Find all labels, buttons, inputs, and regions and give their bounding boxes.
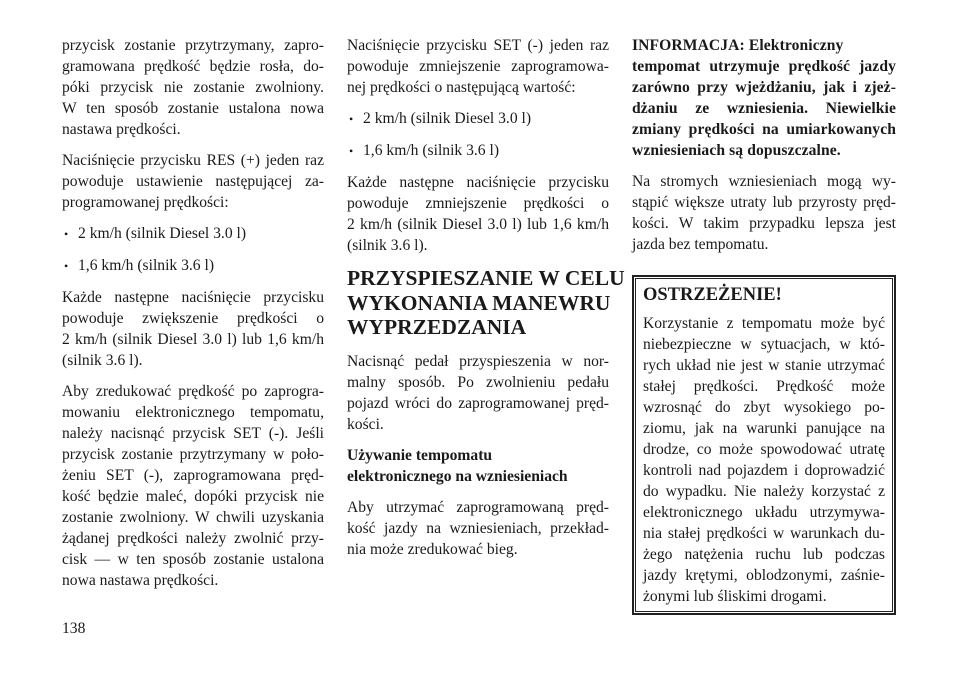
text-line: zostanie zwolniony. W chwili uzyskania (62, 509, 324, 526)
paragraph (62, 150, 324, 213)
paragraph (62, 381, 324, 591)
text-line: należy nacisnąć przycisk SET (-). Jeśli (62, 425, 324, 442)
text-line: Każde następne naciśnięcie przycisku (62, 289, 324, 306)
text-line: nastawa prędkości. (62, 121, 181, 138)
paragraph (62, 287, 324, 371)
text-line: Naciśnięcie przycisku RES (+) jeden raz (62, 152, 324, 169)
paragraph (632, 171, 896, 255)
warning-box (632, 275, 896, 615)
paragraph (347, 351, 609, 435)
text-line: żego natężenia ruchu lub podczas (643, 546, 885, 563)
text-line: mowaniu elektronicznego tempomatu, (62, 404, 324, 421)
text-line: zarówno przy wjeżdżaniu, jak i zjeż- (632, 79, 896, 96)
text-line: żądanej prędkości należy zwolnić przy- (62, 530, 324, 547)
warning-title: OSTRZEŻENIE! (643, 285, 782, 305)
bullet-text: 1,6 km/h (silnik 3.6 l) (363, 142, 500, 159)
text-line: malny sposób. Po zwolnieniu pedału (347, 373, 609, 391)
text-line: ziomu, jak na warunki panujące na (643, 420, 885, 437)
text-line: kość będzie maleć, dopóki przycisk nie (62, 488, 324, 505)
text-line: Aby zredukować prędkość po zaprogra- (62, 383, 324, 400)
bullet-icon: • (349, 144, 354, 158)
text-line: (silnik 3.6 l). (62, 352, 143, 369)
text-line: niebezpieczne w sytuacjach, w któ- (643, 336, 885, 353)
column-2 (347, 35, 625, 570)
text-line: przycisk zostanie przytrzymany w poło- (62, 446, 324, 463)
bullet-icon: • (64, 227, 69, 241)
text-line: kości. (347, 415, 384, 433)
column-1 (62, 35, 324, 601)
text-line: powoduje zmniejszenie prędkości o (347, 195, 609, 212)
paragraph (347, 172, 609, 256)
text-line: kość jazdy na wzniesieniach, przekład- (347, 519, 609, 537)
text-line: WYPRZEDZANIA (347, 315, 527, 339)
text-line: póki przycisk nie zostanie zwolniony. (62, 79, 324, 96)
text-line: powoduje zmniejszenie zaprogramowa- (347, 58, 609, 75)
text-line: INFORMACJA: Elektroniczny (632, 37, 844, 54)
text-line: Na stromych wzniesieniach mogą wy- (632, 173, 896, 190)
text-line: tempomat utrzymuje prędkość jazdy (632, 58, 896, 75)
bullet-item (62, 255, 324, 277)
text-line: Każde następne naciśnięcie przycisku (347, 174, 609, 191)
text-line: nia stałej prędkości w warunkach du- (643, 525, 885, 542)
text-line: jazda bez tempomatu. (632, 236, 769, 253)
text-line: WYKONANIA MANEWRU (347, 290, 611, 315)
text-line: cisk — w ten sposób zostanie ustalona (62, 551, 324, 568)
text-line: 2 km/h (silnik Diesel 3.0 l) lub 1,6 km/h (347, 216, 609, 233)
text-line: Nacisnąć pedał przyspieszenia w nor- (347, 352, 609, 370)
text-line: nej prędkości o następującą wartość: (347, 79, 576, 96)
bullet-icon: • (349, 112, 354, 126)
text-line: wzrosnąć do zbyt wysokiego po- (643, 399, 885, 416)
text-line: stąpić większe utraty lub przyrosty pręd- (632, 194, 896, 211)
subsection-heading (347, 445, 609, 487)
text-line: wzniesieniach są dopuszczalne. (632, 142, 841, 159)
text-line: powoduje zwiększenie prędkości o (62, 310, 324, 327)
text-line: Aby utrzymać zaprogramowaną pręd- (347, 498, 609, 516)
text-line: elektronicznego układu utrzymywa- (643, 504, 885, 521)
text-line: elektronicznego na wzniesieniach (347, 467, 568, 485)
text-line: nia może zredukować bieg. (347, 540, 518, 558)
section-heading (347, 266, 625, 340)
text-line: gramowana prędkość będzie rosła, do- (62, 58, 324, 75)
text-line: przycisk zostanie przytrzymany, zapro- (62, 37, 324, 54)
text-line: (silnik 3.6 l). (347, 237, 428, 254)
bullet-text: 2 km/h (silnik Diesel 3.0 l) (363, 110, 532, 127)
text-line: programowanej prędkości: (62, 194, 229, 211)
bullet-item (347, 108, 609, 130)
text-line: drodze, co może spowodować utratę (643, 441, 885, 458)
text-line: żeniu SET (-), zaprogramowana pręd- (62, 467, 324, 484)
text-line: stałej prędkości. Prędkość może (643, 378, 885, 395)
text-line: rych układ nie jest w stanie utrzymać (643, 357, 885, 374)
bullet-text: 1,6 km/h (silnik 3.6 l) (78, 257, 215, 274)
text-line: powoduje ustawienie następującej za- (62, 173, 324, 190)
page-number: 138 (62, 620, 86, 637)
paragraph (347, 35, 609, 98)
text-line: jazdy krętymi, oblodzonymi, zaśnie- (643, 567, 885, 584)
text-line: Naciśnięcie przycisku SET (-) jeden raz (347, 37, 609, 54)
bullet-item (62, 223, 324, 245)
text-line: Używanie tempomatu (347, 446, 493, 464)
text-line: Korzystanie z tempomatu może być (643, 315, 885, 332)
text-line: 2 km/h (silnik Diesel 3.0 l) lub 1,6 km/h (62, 331, 324, 348)
paragraph (62, 35, 324, 140)
text-line: kości. W takim przypadku lepsza jest (632, 215, 896, 232)
text-line: dżaniu ze wzniesienia. Niewielkie (632, 100, 896, 117)
column-3 (632, 35, 896, 615)
bullet-icon: • (64, 259, 69, 273)
text-line: zmiany prędkości na umiarkowanych (632, 121, 896, 138)
text-line: PRZYSPIESZANIE W CELU (347, 266, 625, 290)
bullet-item (347, 140, 609, 162)
text-line: nowa nastawa prędkości. (62, 572, 219, 589)
text-line: kontroli nad pojazdem i doprowadzić (643, 462, 885, 479)
text-line: żonymi lub śliskimi drogami. (643, 588, 827, 605)
text-line: pojazd wróci do zaprogramowanej pręd- (347, 394, 609, 412)
info-note (632, 35, 896, 161)
text-line: W ten sposób zostanie ustalona nowa (62, 100, 324, 117)
bullet-text: 2 km/h (silnik Diesel 3.0 l) (78, 225, 247, 242)
text-line: do wypadku. Nie należy korzystać z (643, 483, 885, 500)
paragraph (347, 497, 609, 560)
